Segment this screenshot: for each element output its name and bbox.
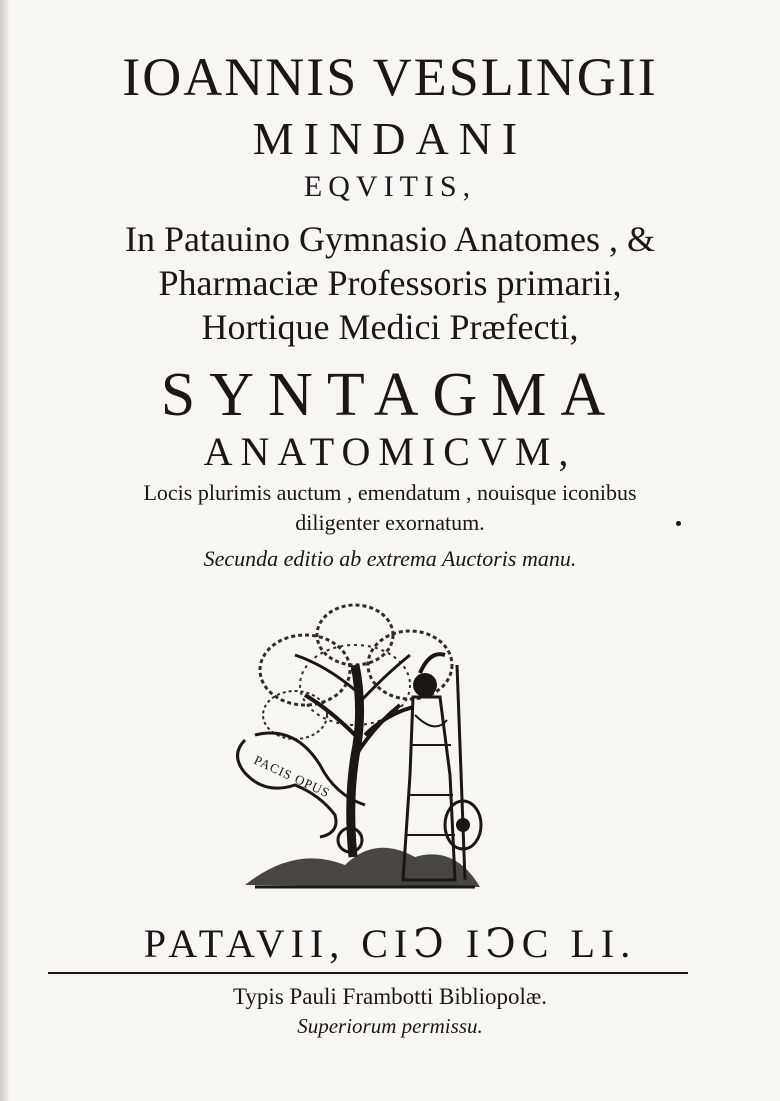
device-motto: PACIS OPUS xyxy=(251,752,333,801)
ink-speck xyxy=(676,521,681,526)
edition-statement: Secunda editio ab extrema Auctoris manu. xyxy=(203,546,577,571)
printer-device-icon xyxy=(225,595,495,905)
author-origin: MINDANI xyxy=(252,113,528,164)
author-rank: EQVITIS, xyxy=(303,170,477,203)
permission-line: Superiorum permissu. xyxy=(297,1014,483,1038)
author-post-line-2: Pharmaciæ Professoris primarii, xyxy=(158,263,622,303)
book-subtitle: ANATOMICVM, xyxy=(203,429,577,474)
imprint-divider xyxy=(48,972,688,974)
author-post-line-3: Hortique Medici Præfecti, xyxy=(201,307,579,347)
place-and-date: PATAVII, CIↃ IↃC LI. xyxy=(143,921,637,966)
description-line-1: Locis plurimis auctum , emendatum , nouisque iconibus xyxy=(143,480,637,505)
author-post-line-1: In Patauino Gymnasio Anatomes , & xyxy=(125,219,655,259)
description-line-2: diligenter exornatum. xyxy=(295,510,485,535)
author-name: IOANNIS VESLINGII xyxy=(122,47,658,107)
book-title: SYNTAGMA xyxy=(160,361,620,429)
printer-line: Typis Pauli Frambotti Bibliopolæ. xyxy=(232,984,548,1009)
tree-and-minerva-illustration xyxy=(225,595,495,905)
